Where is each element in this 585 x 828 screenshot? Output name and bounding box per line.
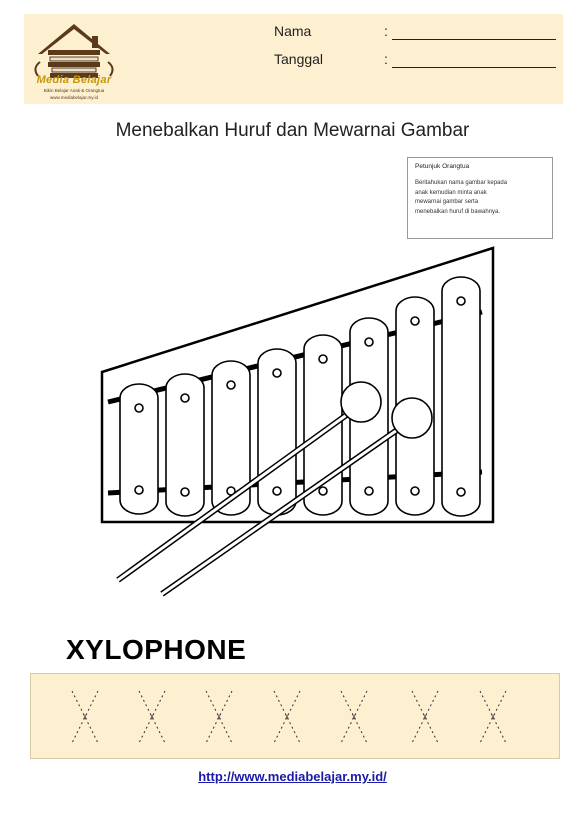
logo-subtitle: Bikin Belajar Anak & Orangtua: [43, 88, 105, 93]
xylophone-illustration[interactable]: [90, 244, 510, 604]
bar-hole: [181, 394, 189, 402]
website-link[interactable]: http://www.mediabelajar.my.id/: [198, 769, 387, 784]
trace-letter-label: x: [150, 712, 154, 721]
note-line: menebalkan huruf di bawahnya.: [415, 208, 501, 215]
date-colon: :: [384, 51, 388, 67]
name-colon: :: [384, 23, 388, 39]
trace-letter-label: x: [285, 712, 289, 721]
bar-hole: [181, 488, 189, 496]
bar-hole: [319, 355, 327, 363]
name-label: Nama: [274, 23, 312, 39]
note-line: anak kemudian minta anak: [415, 189, 487, 196]
mallet-head: [341, 382, 381, 422]
note-line: Beritahukan nama gambar kepada: [415, 180, 508, 186]
trace-letter-label: x: [423, 712, 427, 721]
trace-letter-label: x: [217, 712, 221, 721]
bar-hole: [411, 317, 419, 325]
bar-hole: [135, 486, 143, 494]
bar-hole: [227, 381, 235, 389]
logo-title: Media Belajar: [36, 74, 112, 86]
trace-letter-label: x: [352, 712, 356, 721]
bar-hole: [319, 487, 327, 495]
trace-letter-label: x: [83, 712, 87, 721]
xylophone-bar: [442, 277, 480, 516]
mallet-head: [392, 398, 432, 438]
bar-hole: [135, 404, 143, 412]
date-label: Tanggal: [274, 51, 324, 67]
bar-hole: [457, 297, 465, 305]
bar-hole: [273, 369, 281, 377]
date-field[interactable]: [392, 67, 556, 68]
note-text: [415, 179, 545, 217]
bar-hole: [273, 487, 281, 495]
note-title: Petunjuk Orangtua: [415, 163, 470, 170]
logo-url: www.mediabelajar.my.id: [50, 95, 98, 100]
xylophone-word: XYLOPHONE: [66, 634, 247, 665]
bar-hole: [365, 338, 373, 346]
note-line: mewarnai gambar serta: [415, 199, 479, 206]
trace-letter-label: x: [491, 712, 495, 721]
parent-note: [407, 157, 553, 239]
bar-hole: [457, 488, 465, 496]
page-title: Menebalkan Huruf dan Mewarnai Gambar: [115, 120, 470, 141]
name-field[interactable]: [392, 39, 556, 40]
bar-hole: [365, 487, 373, 495]
bar-hole: [411, 487, 419, 495]
